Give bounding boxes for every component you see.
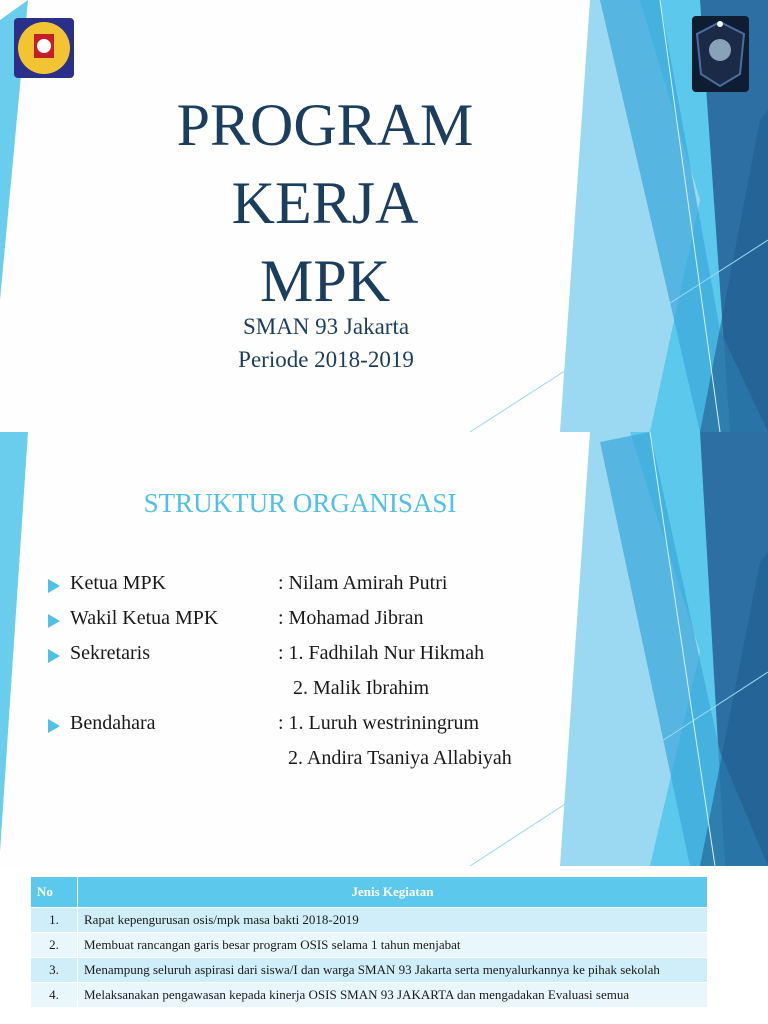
school-logo <box>14 18 74 78</box>
organization-slide <box>0 432 768 866</box>
title-slide <box>0 0 768 432</box>
table-row <box>31 908 708 933</box>
row-number: 2. <box>31 933 78 958</box>
triangle-bullet-icon <box>48 579 60 593</box>
column-header-no: No <box>31 877 78 908</box>
subtitle-line: Periode 2018-2019 <box>238 347 414 372</box>
member-name: : Nilam Amirah Putri <box>278 572 448 594</box>
title-line: PROGRAM <box>176 92 474 158</box>
triangle-bullet-icon <box>48 649 60 663</box>
member-name: : 1. Luruh westriningrum <box>278 712 480 734</box>
table-row <box>31 983 708 1008</box>
role-label: Wakil Ketua MPK <box>70 607 219 629</box>
organization-logo <box>692 16 749 92</box>
member-name: : 1. Fadhilah Nur Hikmah <box>278 642 485 664</box>
member-name: : Mohamad Jibran <box>278 607 424 629</box>
role-label: Bendahara <box>70 712 156 734</box>
table-row <box>31 958 708 983</box>
triangle-bullet-icon <box>48 719 60 733</box>
table-header-row <box>31 877 708 908</box>
role-label: Sekretaris <box>70 642 150 664</box>
row-number: 3. <box>31 958 78 983</box>
row-number: 4. <box>31 983 78 1008</box>
activity-cell: Membuat rancangan garis besar program OSIS selama 1 tahun menjabat <box>78 933 708 958</box>
member-name: 2. Andira Tsaniya Allabiyah <box>278 747 512 769</box>
activities-table-slide <box>0 866 768 1024</box>
activity-cell: Menampung seluruh aspirasi dari siswa/I dan warga SMAN 93 Jakarta serta menyalurkannya ke pihak sekolah <box>78 958 708 983</box>
section-heading: STRUKTUR ORGANISASI <box>143 488 457 518</box>
slide-subtitle <box>176 310 476 376</box>
title-line: KERJA <box>231 170 419 236</box>
triangle-bullet-icon <box>48 614 60 628</box>
slide-title <box>160 86 490 320</box>
title-line: MPK <box>259 248 391 314</box>
row-number: 1. <box>31 908 78 933</box>
activity-cell: Rapat kepengurusan osis/mpk masa bakti 2018-2019 <box>78 908 708 933</box>
member-name: 2. Malik Ibrahim <box>278 677 430 699</box>
column-header-activity: Jenis Kegiatan <box>78 877 708 908</box>
subtitle-line: SMAN 93 Jakarta <box>242 314 410 339</box>
activities-table <box>30 876 708 1008</box>
role-label: Ketua MPK <box>70 572 167 594</box>
activity-cell: Melaksanakan pengawasan kepada kinerja OSIS SMAN 93 JAKARTA dan mengadakan Evaluasi semua <box>78 983 708 1008</box>
table-row <box>31 933 708 958</box>
